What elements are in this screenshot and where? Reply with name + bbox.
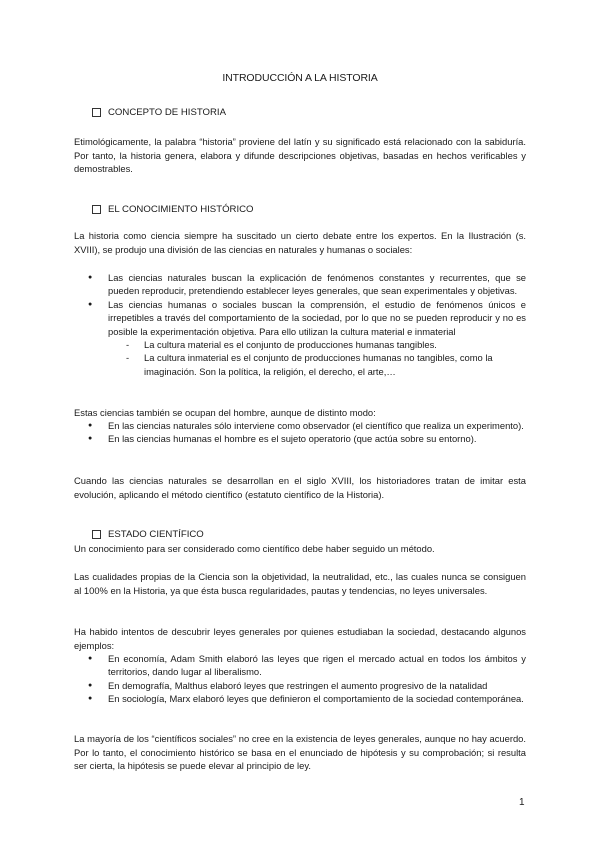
paragraph-etimologia: Etimológicamente, la palabra “historia” proviene del latín y su significado está relacionado con la sabiduría. Por tanto, la historia genera, elabora y difunde descripciones objetivas, basadas en hechos verificables y demostrables. (74, 136, 526, 174)
sub-list-item: - La cultura material es el conjunto de producciones humanas tangibles. (108, 338, 526, 351)
list-item: ● Las ciencias naturales buscan la explicación de fenómenos constantes y recurrentes, que se pueden reproducir, pretendiendo establecer leyes generales, que sean experimentales y objetivas. (74, 271, 526, 298)
section-heading-label: EL CONOCIMIENTO HISTÓRICO (108, 204, 254, 215)
paragraph-metodo: Un conocimiento para ser considerado como científico debe haber seguido un método. (74, 543, 435, 554)
paragraph-intentos: Ha habido intentos de descubrir leyes generales por quienes estudiaban la sociedad, destacando algunos ejemplos: (74, 626, 526, 651)
paragraph-siglo-xviii: Cuando las ciencias naturales se desarrollan en el siglo XVIII, los historiadores tratan de imitar esta evolución, aplicando el método científico (estatuto científico de la Historia). (74, 475, 526, 500)
page-number: 1 (519, 797, 525, 808)
section-heading-estado (92, 529, 204, 540)
checkbox-icon (92, 530, 101, 539)
section-heading-label: CONCEPTO DE HISTORIA (108, 107, 226, 118)
sub-list-item: - La cultura inmaterial es el conjunto de producciones humanas no tangibles, como la imaginación. Son la política, la religión, el derecho, el arte,… (108, 351, 526, 378)
section-heading-label: ESTADO CIENTÍFICO (108, 529, 204, 540)
list-item: ● En las ciencias naturales sólo interviene como observador (el científico que realiza un experimento). (74, 419, 526, 432)
list-hombre (74, 419, 526, 446)
section-heading-conocimiento (92, 204, 254, 215)
list-item-text: Las ciencias humanas o sociales buscan la comprensión, el estudio de fenómenos únicos e irrepetibles a través del comportamiento de la sociedad, por lo que no se pueden reproducir y no es posible la experimentación objetiva. Para ello utilizan la cultura material e inmaterial (108, 298, 526, 337)
document-title: INTRODUCCIÓN A LA HISTORIA (222, 72, 378, 84)
checkbox-icon (92, 205, 101, 214)
list-item: ● En economía, Adam Smith elaboró las leyes que rigen el mercado actual en todos los ámbitos y territorios, dando lugar al liberalismo. (74, 652, 526, 679)
sublist-cultura (108, 338, 526, 378)
paragraph-cualidades: Las cualidades propias de la Ciencia son la objetividad, la neutralidad, etc., las cuales nunca se consiguen al 100% en la Historia, ya que ésta busca regularidades, pautas y tendencias, no leyes universales. (74, 571, 526, 596)
checkbox-icon (92, 108, 101, 117)
section-heading-concepto (92, 107, 226, 118)
list-item: ● En demografía, Malthus elaboró leyes que restringen el aumento progresivo de la natalidad (74, 679, 526, 692)
list-ciencias (74, 271, 526, 378)
paragraph-hombre: Estas ciencias también se ocupan del hombre, aunque de distinto modo: (74, 407, 376, 418)
list-item: ● En las ciencias humanas el hombre es el sujeto operatorio (que actúa sobre su entorno). (74, 432, 526, 445)
list-ejemplos (74, 652, 526, 706)
paragraph-debate: La historia como ciencia siempre ha suscitado un cierto debate entre los expertos. En la Ilustración (s. XVIII), se produjo una división de las ciencias en naturales y humanas o sociales: (74, 230, 526, 255)
list-item: ● En sociología, Marx elaboró leyes que definieron el comportamiento de la sociedad contemporánea. (74, 692, 526, 705)
paragraph-cientificos-sociales: La mayoría de los “científicos sociales” no cree en la existencia de leyes generales, aunque no hay acuerdo. Por lo tanto, el conocimiento histórico se basa en el enunciado de hipótesis y su comprobación; si resulta ser cierta, la hipótesis se puede elevar al principio de ley. (74, 733, 526, 771)
list-item (74, 298, 526, 378)
